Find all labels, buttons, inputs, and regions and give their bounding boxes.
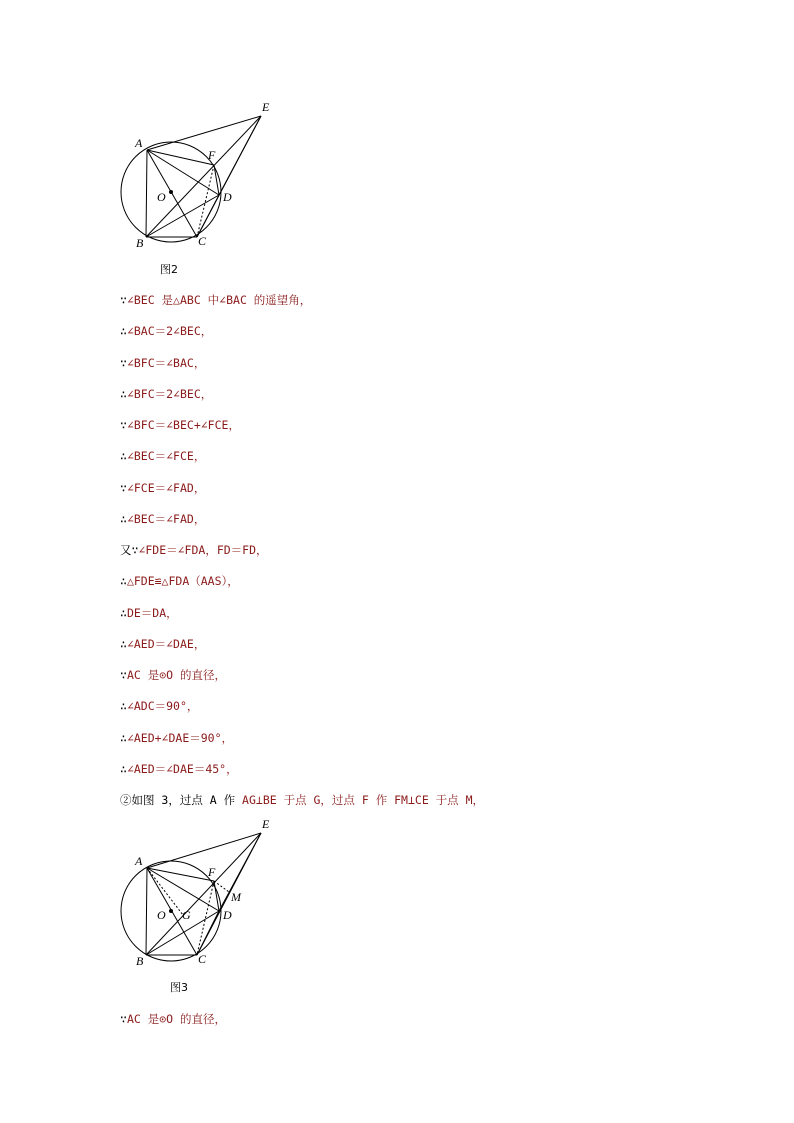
line-red-text: ∠BEC 是△ABC 中∠BAC 的遥望角，: [126, 293, 312, 307]
proof-line: [120, 387, 212, 401]
line-red-text: △FDE≌△FDA（AAS），: [126, 574, 239, 588]
label-F: F: [208, 148, 216, 162]
proof-line-last: [120, 1012, 226, 1026]
label-O: O: [157, 190, 166, 204]
line-prefix: ∴: [120, 699, 127, 713]
label-F: F: [208, 865, 216, 879]
label-E: E: [262, 100, 270, 114]
line-prefix: ∵: [120, 418, 127, 432]
line-red-text: ∠FCE＝∠FAD，: [126, 481, 206, 495]
proof-line: [120, 449, 205, 463]
line-red-text: ∠BEC＝∠FCE，: [126, 449, 206, 463]
line-prefix: ∴: [120, 762, 127, 776]
label-D: D: [223, 908, 232, 922]
line-prefix: ∵: [120, 356, 127, 370]
line-red-text: ∠ADC＝90°，: [126, 699, 199, 713]
line-red-text: ∠FDE＝∠FDA，FD＝FD，: [138, 543, 268, 557]
line-red-text: ∠BFC＝∠BAC，: [126, 356, 206, 370]
figure-3-diagram: [110, 815, 290, 975]
proof-line: [120, 543, 268, 557]
line-prefix: ∴: [120, 449, 127, 463]
label-A: A: [135, 136, 143, 150]
line-red-text: ∠AED+∠DAE＝90°，: [126, 731, 234, 745]
label-M: M: [231, 890, 241, 904]
line-prefix: ∴: [120, 637, 127, 651]
figure-2-diagram: [110, 95, 290, 255]
line-red-text: AC 是⊙O 的直径，: [126, 668, 226, 682]
proof-line: [120, 418, 240, 432]
line-red-text: ∠BFC＝2∠BEC，: [126, 387, 213, 401]
proof-line: [120, 293, 311, 307]
line-prefix: ∵: [120, 293, 127, 307]
line-red-text: ∠AED＝∠DAE，: [126, 637, 206, 651]
label-G: G: [182, 908, 191, 922]
proof-line: [120, 762, 238, 776]
label-B: B: [136, 954, 144, 968]
line-prefix: ②: [120, 793, 132, 807]
line-red-text: ∠BEC＝∠FAD，: [126, 512, 206, 526]
figure-2-caption: 图2: [160, 263, 178, 276]
line-red-text: DE＝DA，: [126, 606, 178, 620]
proof-line: [120, 793, 484, 807]
label-A: A: [135, 854, 143, 868]
proof-line: [120, 512, 205, 526]
proof-line: [120, 324, 212, 338]
label-C: C: [198, 952, 207, 966]
proof-line: [120, 668, 226, 682]
line-red-text: ∠AED＝∠DAE＝45°，: [126, 762, 238, 776]
line-prefix: ∴: [120, 574, 127, 588]
proof-line: [120, 637, 205, 651]
label-E: E: [262, 817, 270, 831]
proof-line: [120, 481, 205, 495]
line-prefix: ∴: [120, 606, 127, 620]
proof-line: [120, 731, 233, 745]
label-D: D: [223, 190, 232, 204]
label-O: O: [157, 908, 166, 922]
proof-line: [120, 699, 198, 713]
figure-3-caption: 图3: [170, 981, 188, 994]
proof-line: [120, 356, 205, 370]
line-red-text: ∠BAC＝2∠BEC，: [126, 324, 213, 338]
proof-line: [120, 574, 239, 588]
proof-line: [120, 606, 178, 620]
line-red-text: AG⊥BE 于点 G，过点 F 作 FM⊥CE 于点 M，: [242, 793, 485, 807]
figure-2: [110, 95, 290, 255]
line-red-text: ∠BFC＝∠BEC+∠FCE，: [126, 418, 240, 432]
line-prefix: ∴: [120, 731, 127, 745]
line-prefix: ∴: [120, 324, 127, 338]
line-prefix: ∵: [120, 668, 127, 682]
line-plain-text: 如图 3，过点 A 作: [131, 793, 243, 807]
label-C: C: [198, 234, 207, 248]
line-prefix: ∴: [120, 512, 127, 526]
line-red-text: AC 是⊙O 的直径，: [126, 1012, 226, 1026]
label-B: B: [136, 236, 144, 250]
figure-3: [110, 815, 290, 975]
line-prefix: ∴: [120, 387, 127, 401]
line-prefix: 又∵: [120, 543, 139, 557]
line-prefix: ∵: [120, 481, 127, 495]
line-prefix: ∵: [120, 1012, 127, 1026]
